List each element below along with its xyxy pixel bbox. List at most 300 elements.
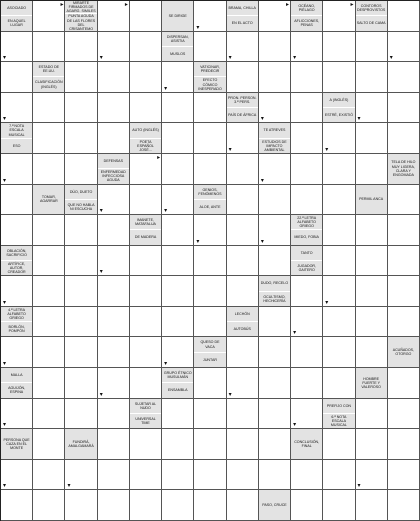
answer-cell[interactable] xyxy=(227,62,259,93)
arrow-down-icon: ▾ xyxy=(164,85,168,92)
answer-cell[interactable] xyxy=(33,123,65,154)
clue-cell xyxy=(356,1,388,32)
clue-cell xyxy=(194,62,226,93)
clue-text: JUNTAR xyxy=(194,352,225,367)
answer-cell[interactable] xyxy=(98,215,130,246)
answer-cell[interactable] xyxy=(227,337,259,368)
answer-cell[interactable] xyxy=(194,429,226,460)
clue-cell xyxy=(291,215,323,246)
answer-cell[interactable] xyxy=(388,215,420,246)
answer-cell[interactable] xyxy=(259,246,291,277)
answer-cell[interactable] xyxy=(323,62,355,93)
answer-cell[interactable] xyxy=(130,154,162,185)
arrow-down-icon: ▾ xyxy=(99,55,103,62)
answer-cell[interactable] xyxy=(194,490,226,521)
answer-cell[interactable] xyxy=(162,185,194,216)
answer-cell[interactable] xyxy=(65,246,97,277)
answer-cell[interactable] xyxy=(65,399,97,430)
answer-cell[interactable] xyxy=(98,276,130,307)
arrow-down-icon: ▾ xyxy=(3,483,7,490)
answer-cell[interactable] xyxy=(65,368,97,399)
arrow-right-icon: ▸ xyxy=(350,2,354,8)
clue-text: MIRARTE FIRMADOS DE AGARG. SIMILES xyxy=(66,1,96,14)
answer-cell[interactable] xyxy=(356,276,388,307)
arrow-down-icon: ▾ xyxy=(325,146,329,153)
clue-text: GENIOS, FENÓMENOS xyxy=(198,187,222,196)
answer-cell[interactable] xyxy=(65,154,97,185)
clue-text: IMANETE, MATAFALUA xyxy=(135,218,156,227)
answer-cell[interactable] xyxy=(259,307,291,338)
answer-cell[interactable] xyxy=(194,1,226,32)
clue-text: PASO, CRUCE xyxy=(262,503,287,508)
answer-cell[interactable] xyxy=(33,307,65,338)
answer-cell[interactable] xyxy=(194,32,226,63)
answer-cell[interactable] xyxy=(227,246,259,277)
answer-cell[interactable] xyxy=(194,215,226,246)
answer-cell[interactable] xyxy=(1,62,33,93)
clue-cell xyxy=(323,399,355,430)
clue-text: CLASIFICACIÓN (INGLÉS) xyxy=(33,76,64,91)
answer-cell[interactable] xyxy=(388,123,420,154)
answer-cell[interactable] xyxy=(98,246,130,277)
answer-cell[interactable] xyxy=(65,307,97,338)
clue-text: ARTÍFICE, AUTOR, CREADOR xyxy=(1,260,32,275)
answer-cell[interactable] xyxy=(356,460,388,491)
arrow-down-icon: ▾ xyxy=(99,208,103,215)
answer-cell[interactable] xyxy=(194,399,226,430)
answer-cell[interactable] xyxy=(388,307,420,338)
clue-text: 6.ª NOTA ESCALA MUSICAL xyxy=(323,413,354,428)
answer-cell[interactable] xyxy=(194,93,226,124)
answer-cell[interactable] xyxy=(194,368,226,399)
answer-cell[interactable] xyxy=(323,154,355,185)
answer-cell[interactable] xyxy=(1,399,33,430)
arrow-right-icon: ▸ xyxy=(286,2,290,8)
answer-cell[interactable] xyxy=(259,62,291,93)
answer-cell[interactable] xyxy=(65,460,97,491)
clue-text: 7.ª NOTA ESCALA MUSICAL xyxy=(8,124,25,137)
answer-cell[interactable] xyxy=(98,307,130,338)
answer-cell[interactable] xyxy=(98,32,130,63)
arrow-down-icon: ▾ xyxy=(67,483,71,490)
clue-cell xyxy=(33,185,65,216)
arrow-down-icon: ▾ xyxy=(293,422,297,429)
arrow-down-icon: ▾ xyxy=(99,269,103,276)
answer-cell[interactable] xyxy=(356,429,388,460)
answer-cell[interactable] xyxy=(291,154,323,185)
answer-cell[interactable] xyxy=(323,307,355,338)
answer-cell[interactable] xyxy=(227,460,259,491)
clue-text: QUE NO HABLA NI ESCUCHA xyxy=(65,199,96,214)
answer-cell[interactable] xyxy=(227,123,259,154)
answer-cell[interactable] xyxy=(227,185,259,216)
answer-cell[interactable] xyxy=(130,429,162,460)
clue-text: CONTOROS DESPROVISTOS xyxy=(357,4,386,13)
arrow-down-icon: ▾ xyxy=(196,238,200,245)
answer-cell[interactable] xyxy=(162,276,194,307)
answer-cell[interactable] xyxy=(65,93,97,124)
answer-cell[interactable] xyxy=(33,32,65,63)
answer-cell[interactable] xyxy=(33,337,65,368)
answer-cell[interactable] xyxy=(33,215,65,246)
clue-text: MIEDO, FOBIA xyxy=(291,229,322,244)
answer-cell[interactable] xyxy=(259,368,291,399)
answer-cell[interactable] xyxy=(291,337,323,368)
answer-cell[interactable] xyxy=(291,368,323,399)
answer-cell[interactable] xyxy=(388,185,420,216)
clue-text: ESTRÉ, EXISTIÓ xyxy=(323,107,354,122)
arrow-down-icon: ▾ xyxy=(3,361,7,368)
arrow-right-icon: ▸ xyxy=(60,2,64,8)
answer-cell[interactable] xyxy=(33,246,65,277)
answer-cell[interactable] xyxy=(388,490,420,521)
clue-text: MALLA xyxy=(10,373,23,378)
clue-cell xyxy=(356,185,388,216)
answer-cell[interactable] xyxy=(65,215,97,246)
answer-cell[interactable] xyxy=(130,368,162,399)
clue-cell xyxy=(356,368,388,399)
answer-cell[interactable] xyxy=(291,93,323,124)
arrow-down-icon: ▾ xyxy=(3,55,7,62)
clue-text: AFLICCIONES, PENAS xyxy=(291,15,322,30)
answer-cell[interactable] xyxy=(291,490,323,521)
answer-cell[interactable] xyxy=(388,93,420,124)
answer-cell[interactable] xyxy=(227,429,259,460)
clue-text: PRON. PERSON. 3.ª PERS. xyxy=(227,95,257,104)
answer-cell[interactable] xyxy=(323,368,355,399)
answer-cell[interactable] xyxy=(194,246,226,277)
clue-cell xyxy=(291,429,323,460)
answer-cell[interactable] xyxy=(65,32,97,63)
clue-text: AGUIJÓN, ESPINA xyxy=(1,382,32,397)
answer-cell[interactable] xyxy=(98,490,130,521)
clue-cell xyxy=(33,62,65,93)
arrow-down-icon: ▾ xyxy=(260,116,264,123)
answer-cell[interactable] xyxy=(194,123,226,154)
clue-cell xyxy=(227,1,259,32)
answer-cell[interactable] xyxy=(323,246,355,277)
answer-cell[interactable] xyxy=(291,123,323,154)
arrow-down-icon: ▾ xyxy=(228,146,232,153)
arrow-down-icon: ▾ xyxy=(164,361,168,368)
clue-text: TANTO xyxy=(300,250,313,255)
clue-text: DE MADERA xyxy=(130,229,161,244)
answer-cell[interactable] xyxy=(356,399,388,430)
answer-cell[interactable] xyxy=(291,185,323,216)
answer-cell[interactable] xyxy=(98,460,130,491)
clue-text: TELA DE HILO MUY LIGERA, CLARA Y ENGOMADA xyxy=(391,160,416,177)
clue-cell xyxy=(291,1,323,32)
clue-cell xyxy=(291,246,323,277)
answer-cell[interactable] xyxy=(291,276,323,307)
clue-text: EN EL ACTO xyxy=(227,15,258,30)
answer-cell[interactable] xyxy=(162,399,194,430)
answer-cell[interactable] xyxy=(130,1,162,32)
answer-cell[interactable] xyxy=(33,399,65,430)
clue-text: EN AQUEL LUGAR xyxy=(1,15,32,30)
answer-cell[interactable] xyxy=(162,307,194,338)
answer-cell[interactable] xyxy=(259,429,291,460)
clue-cell xyxy=(194,337,226,368)
answer-cell[interactable] xyxy=(1,185,33,216)
answer-cell[interactable] xyxy=(291,399,323,430)
answer-cell[interactable] xyxy=(356,215,388,246)
answer-cell[interactable] xyxy=(323,429,355,460)
answer-cell[interactable] xyxy=(388,276,420,307)
answer-cell[interactable] xyxy=(130,185,162,216)
clue-text: TE ATREVES xyxy=(263,128,286,133)
answer-cell[interactable] xyxy=(33,490,65,521)
clue-cell xyxy=(65,429,97,460)
answer-cell[interactable] xyxy=(98,93,130,124)
clue-text: DEFENSAS xyxy=(103,159,123,164)
arrow-down-icon: ▾ xyxy=(3,299,7,306)
clue-cell xyxy=(98,154,130,185)
arrow-down-icon: ▾ xyxy=(293,330,297,337)
clue-text: HOMBRE FUERTE Y VALEROSO xyxy=(361,376,381,389)
answer-cell[interactable] xyxy=(130,307,162,338)
arrow-down-icon: ▾ xyxy=(260,177,264,184)
answer-cell[interactable] xyxy=(259,93,291,124)
clue-cell xyxy=(259,490,291,521)
answer-cell[interactable] xyxy=(227,276,259,307)
answer-cell[interactable] xyxy=(1,337,33,368)
clue-cell xyxy=(130,123,162,154)
answer-cell[interactable] xyxy=(227,399,259,430)
answer-cell[interactable] xyxy=(323,490,355,521)
answer-cell[interactable] xyxy=(356,337,388,368)
arrow-down-icon: ▾ xyxy=(228,391,232,398)
answer-cell[interactable] xyxy=(33,460,65,491)
clue-text: SE DIRIGE xyxy=(168,13,187,18)
clue-text: ESO xyxy=(1,138,32,153)
answer-cell[interactable] xyxy=(323,215,355,246)
clue-text: PAÍS DE ÁFRICA xyxy=(227,107,258,122)
clue-text: 4.ª LETRA ALFABETO GRIEGO xyxy=(7,307,26,321)
answer-cell[interactable] xyxy=(162,429,194,460)
answer-cell[interactable] xyxy=(259,399,291,430)
answer-cell[interactable] xyxy=(1,276,33,307)
clue-cell xyxy=(162,368,194,399)
answer-cell[interactable] xyxy=(259,1,291,32)
arrow-right-icon: ▸ xyxy=(157,154,161,161)
answer-cell[interactable] xyxy=(323,460,355,491)
answer-cell[interactable] xyxy=(388,460,420,491)
clue-text: JUGADOR, GAITERO xyxy=(291,260,322,275)
answer-cell[interactable] xyxy=(130,337,162,368)
clue-text: LECHÓN xyxy=(234,311,250,316)
arrow-down-icon: ▾ xyxy=(228,55,232,62)
answer-cell[interactable] xyxy=(130,490,162,521)
clue-cell xyxy=(388,337,420,368)
answer-cell[interactable] xyxy=(1,32,33,63)
answer-cell[interactable] xyxy=(259,337,291,368)
arrow-right-icon: ▸ xyxy=(124,2,128,8)
answer-cell[interactable] xyxy=(98,429,130,460)
clue-text: SALTO DE CAMA xyxy=(356,15,387,30)
answer-cell[interactable] xyxy=(323,276,355,307)
answer-cell[interactable] xyxy=(1,490,33,521)
clue-text: PREFIJO CON xyxy=(326,403,351,408)
answer-cell[interactable] xyxy=(162,93,194,124)
clue-text: 22.ª LETRA ALFABETO GRIEGO xyxy=(297,216,317,229)
answer-cell[interactable] xyxy=(259,215,291,246)
answer-cell[interactable] xyxy=(291,307,323,338)
answer-cell[interactable] xyxy=(323,32,355,63)
answer-cell[interactable] xyxy=(356,154,388,185)
answer-cell[interactable] xyxy=(130,276,162,307)
answer-cell[interactable] xyxy=(65,276,97,307)
answer-cell[interactable] xyxy=(388,429,420,460)
answer-cell[interactable] xyxy=(162,215,194,246)
clue-text: QUESO DE VACA xyxy=(200,340,220,349)
answer-cell[interactable] xyxy=(130,62,162,93)
clue-text: OCULTISMO, HECHICERÍA xyxy=(259,291,290,306)
clue-cell xyxy=(1,307,33,338)
clue-cell xyxy=(162,32,194,63)
answer-cell[interactable] xyxy=(227,490,259,521)
clue-text: ESTUDIOS DE IMPACTO AMBIENTAL xyxy=(259,138,290,153)
arrow-down-icon: ▾ xyxy=(357,483,361,490)
answer-cell[interactable] xyxy=(33,368,65,399)
answer-cell[interactable] xyxy=(356,93,388,124)
clue-text: EFECTO CÓMICO INESPERADO xyxy=(194,76,225,91)
answer-cell[interactable] xyxy=(65,490,97,521)
answer-cell[interactable] xyxy=(1,215,33,246)
clue-text: PERSONA QUE CAZA EN EL MONTE xyxy=(3,437,30,451)
answer-cell[interactable] xyxy=(194,154,226,185)
clue-text: OBLACIÓN, SACRIFICIO xyxy=(6,248,27,257)
answer-cell[interactable] xyxy=(227,368,259,399)
answer-cell[interactable] xyxy=(33,276,65,307)
answer-cell[interactable] xyxy=(356,62,388,93)
answer-cell[interactable] xyxy=(162,460,194,491)
answer-cell[interactable] xyxy=(98,185,130,216)
answer-cell[interactable] xyxy=(356,246,388,277)
clue-text: DISPERSAN, ASISTIA xyxy=(166,34,189,43)
answer-cell[interactable] xyxy=(98,337,130,368)
answer-cell[interactable] xyxy=(65,123,97,154)
answer-cell[interactable] xyxy=(356,123,388,154)
clue-cell xyxy=(130,215,162,246)
answer-cell[interactable] xyxy=(65,337,97,368)
clue-text: OCÉANO, PIÉLAGO xyxy=(298,4,315,13)
answer-cell[interactable] xyxy=(388,1,420,32)
clue-text: PUNTA AGUDA DE LAS FLORES DEL CRISANTEMO xyxy=(66,14,96,31)
answer-cell[interactable] xyxy=(323,123,355,154)
arrow-down-icon: ▾ xyxy=(3,116,7,123)
clue-text: ACUÑADOS, OTORGO xyxy=(392,348,415,357)
answer-cell[interactable] xyxy=(227,215,259,246)
answer-cell[interactable] xyxy=(162,123,194,154)
clue-cell xyxy=(162,1,194,32)
clue-text: A (INGLÉS) xyxy=(329,97,349,102)
answer-cell[interactable] xyxy=(388,62,420,93)
answer-cell[interactable] xyxy=(356,32,388,63)
clue-text: DUDO, RECELO xyxy=(260,281,289,286)
answer-cell[interactable] xyxy=(162,246,194,277)
clue-text: ALOE, ANTE xyxy=(194,199,225,214)
answer-cell[interactable] xyxy=(33,154,65,185)
answer-cell[interactable] xyxy=(291,460,323,491)
clue-cell xyxy=(388,154,420,185)
answer-cell[interactable] xyxy=(162,154,194,185)
answer-cell[interactable] xyxy=(130,32,162,63)
answer-cell[interactable] xyxy=(323,1,355,32)
answer-cell[interactable] xyxy=(130,246,162,277)
answer-cell[interactable] xyxy=(194,460,226,491)
answer-cell[interactable] xyxy=(33,93,65,124)
answer-cell[interactable] xyxy=(388,368,420,399)
answer-cell[interactable] xyxy=(194,307,226,338)
arrow-down-icon: ▾ xyxy=(325,299,329,306)
clue-cell xyxy=(130,399,162,430)
answer-cell[interactable] xyxy=(227,32,259,63)
answer-cell[interactable] xyxy=(259,185,291,216)
answer-cell[interactable] xyxy=(356,490,388,521)
answer-cell[interactable] xyxy=(227,154,259,185)
clue-text: ENSAMBLA xyxy=(162,382,193,397)
clue-cell xyxy=(259,123,291,154)
answer-cell[interactable] xyxy=(194,276,226,307)
answer-cell[interactable] xyxy=(356,307,388,338)
clue-text: AUTOBÚS xyxy=(227,321,258,336)
answer-cell[interactable] xyxy=(259,32,291,63)
answer-cell[interactable] xyxy=(388,32,420,63)
answer-cell[interactable] xyxy=(98,1,130,32)
clue-cell xyxy=(227,307,259,338)
answer-cell[interactable] xyxy=(98,62,130,93)
answer-cell[interactable] xyxy=(162,62,194,93)
answer-cell[interactable] xyxy=(323,185,355,216)
answer-cell[interactable] xyxy=(291,62,323,93)
arrow-down-icon: ▾ xyxy=(196,24,200,31)
clue-text: AUTO (INGLÉS) xyxy=(132,128,159,133)
answer-cell[interactable] xyxy=(130,460,162,491)
answer-cell[interactable] xyxy=(388,246,420,277)
clue-text: ESTADO DE EE.UU. xyxy=(38,65,60,74)
answer-cell[interactable] xyxy=(130,93,162,124)
answer-cell[interactable] xyxy=(162,337,194,368)
clue-text: BORLÓN, POMPÓN xyxy=(1,321,32,336)
answer-cell[interactable] xyxy=(98,368,130,399)
answer-cell[interactable] xyxy=(1,93,33,124)
clue-text: ENFERMEDAD INFECCIOSA AGUDA xyxy=(98,168,129,183)
clue-cell xyxy=(1,368,33,399)
answer-cell[interactable] xyxy=(98,123,130,154)
clue-cell xyxy=(1,246,33,277)
answer-cell[interactable] xyxy=(323,337,355,368)
answer-cell[interactable] xyxy=(259,460,291,491)
clue-text: ASOCIADO xyxy=(7,6,27,11)
answer-cell[interactable] xyxy=(65,62,97,93)
answer-cell[interactable] xyxy=(388,399,420,430)
answer-cell[interactable] xyxy=(98,399,130,430)
answer-cell[interactable] xyxy=(33,1,65,32)
answer-cell[interactable] xyxy=(291,32,323,63)
clue-text: CONCLUSIÓN, FINAL xyxy=(294,439,320,449)
clue-text: FUNDIRÁ, AMALGAMARÁ xyxy=(68,439,94,449)
answer-cell[interactable] xyxy=(1,154,33,185)
answer-cell[interactable] xyxy=(1,460,33,491)
clue-text: BRAMA, CHILLA xyxy=(228,6,256,11)
arrow-down-icon: ▾ xyxy=(293,55,297,62)
arrow-down-icon: ▾ xyxy=(260,238,264,245)
answer-cell[interactable] xyxy=(259,154,291,185)
clue-text: PERMIL ANCA xyxy=(359,197,384,202)
answer-cell[interactable] xyxy=(33,429,65,460)
answer-cell[interactable] xyxy=(162,490,194,521)
